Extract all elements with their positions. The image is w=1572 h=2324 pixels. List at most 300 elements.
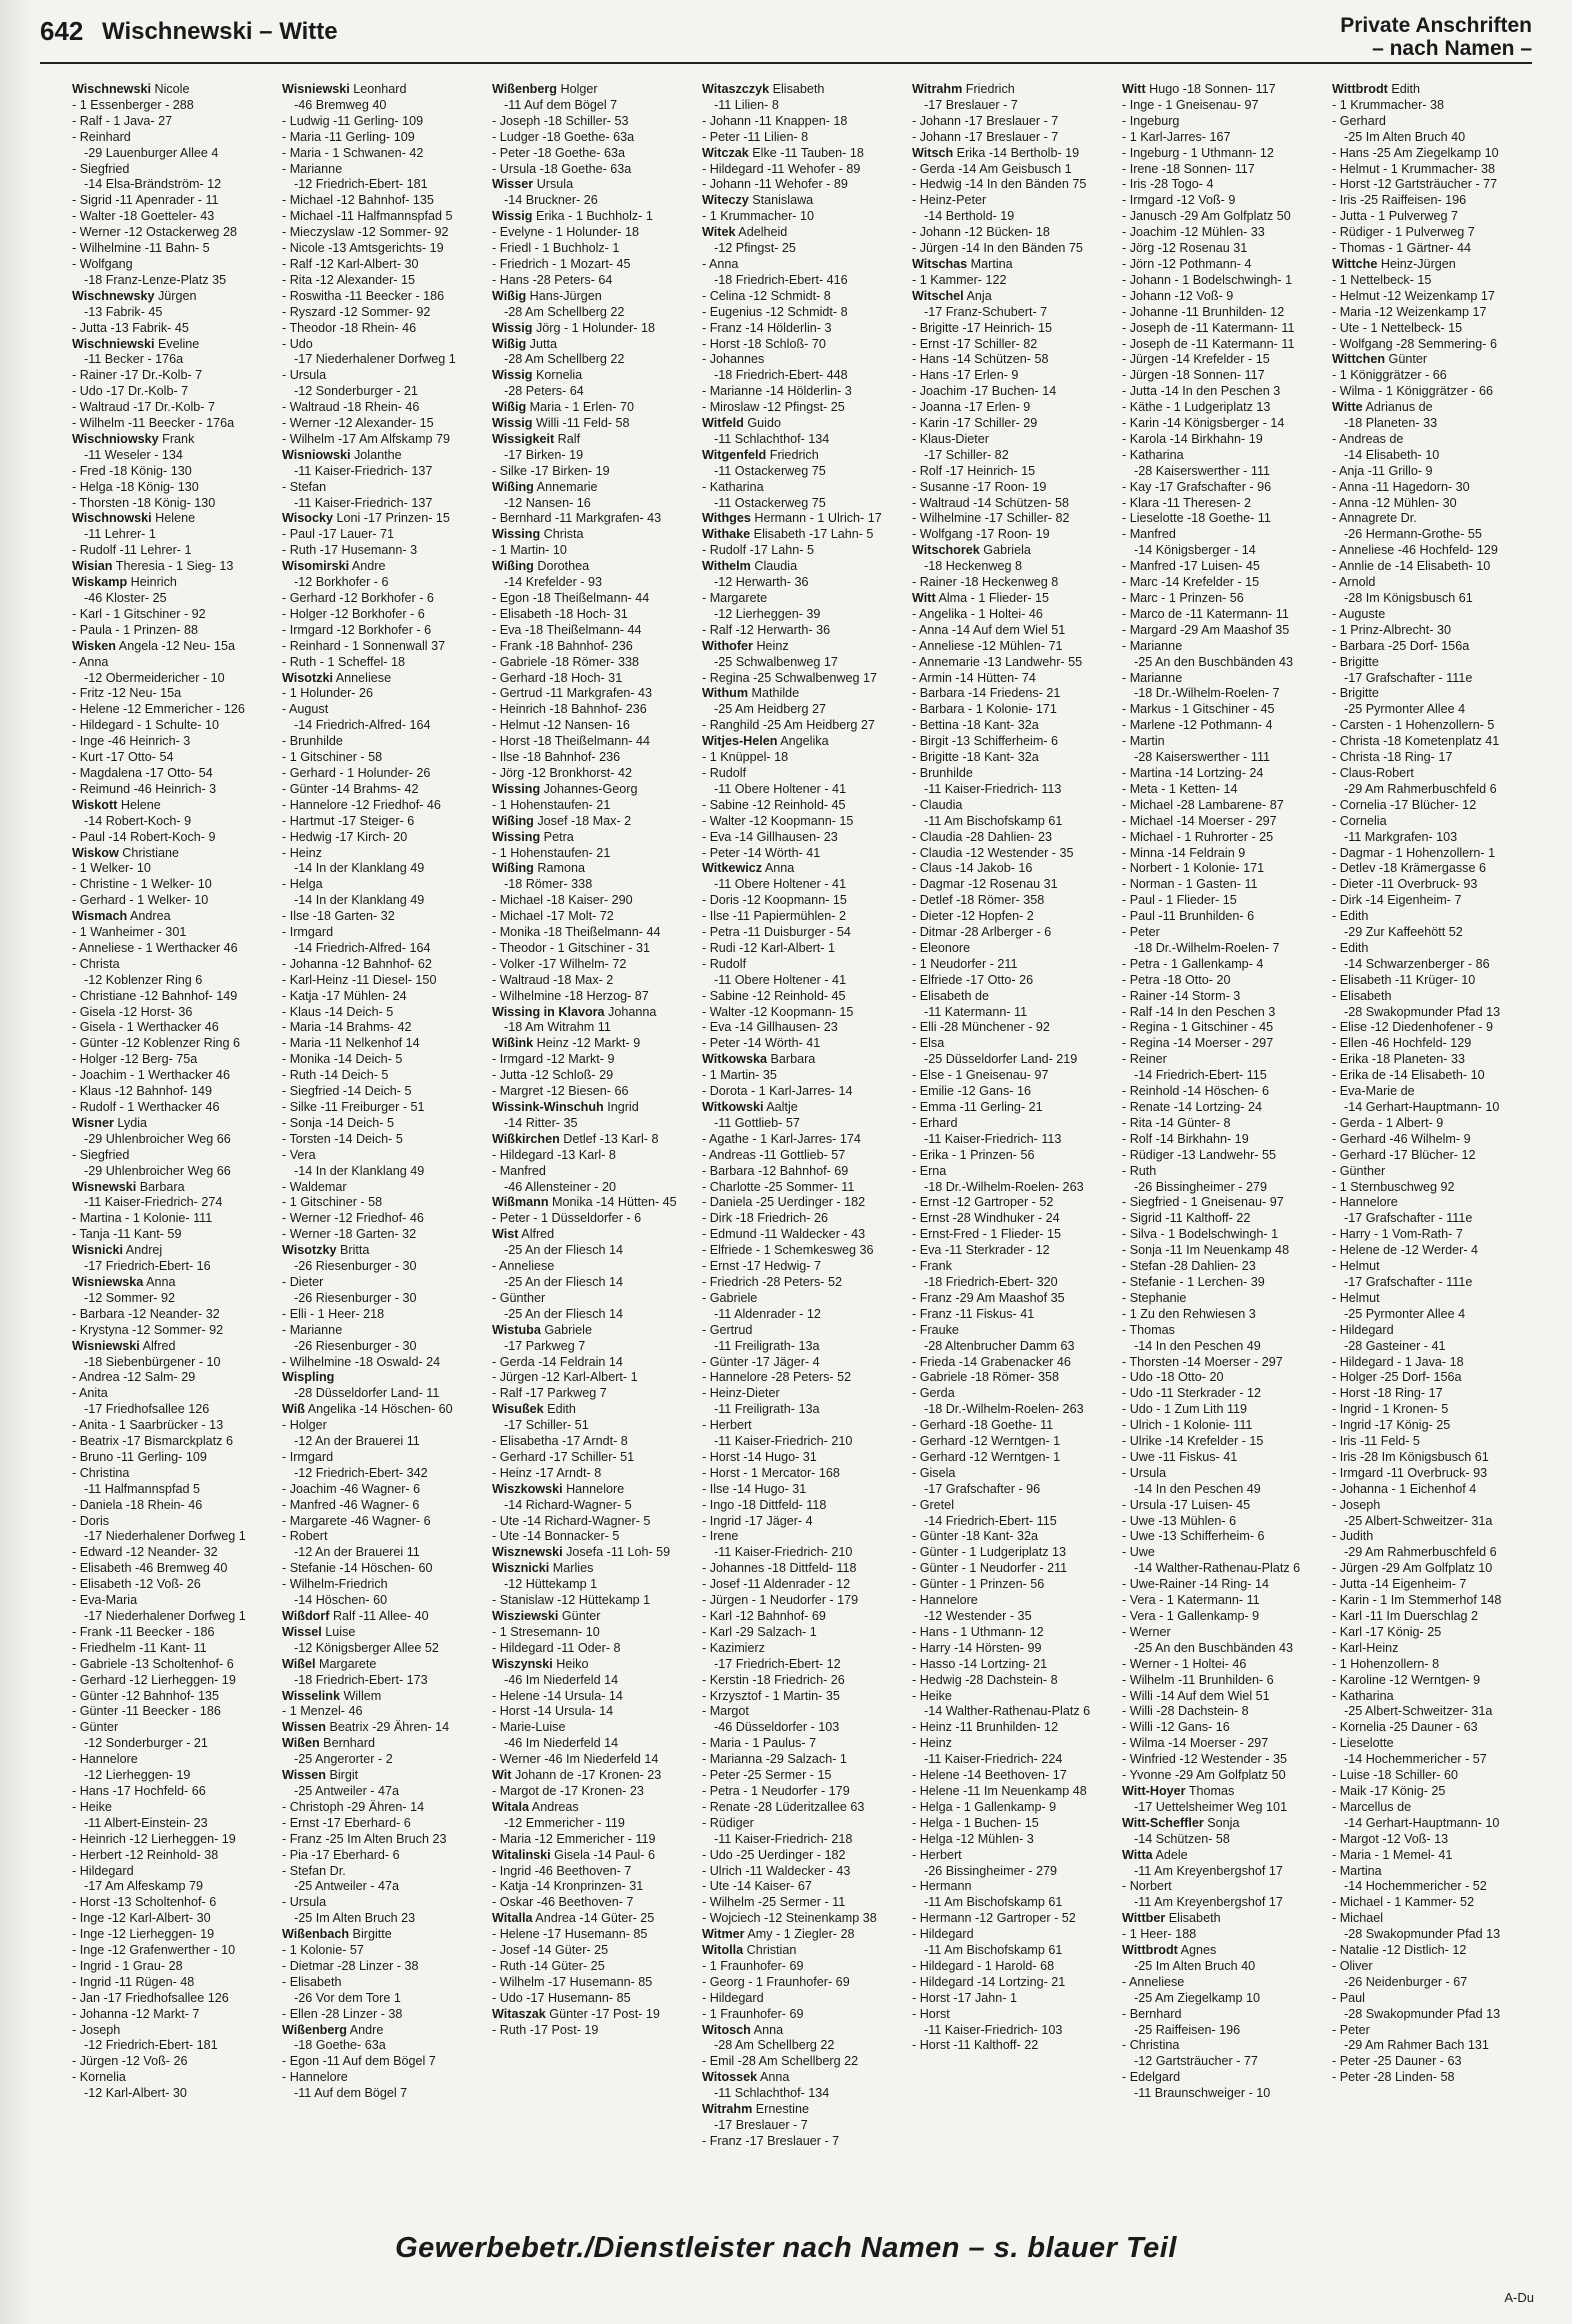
entry-line: - Udo -17 Dr.-Kolb- 7 xyxy=(72,384,189,399)
entry-line: - Stephanie xyxy=(1122,1290,1187,1305)
entry-line: -11 Auf dem Bögel 7 xyxy=(504,97,618,112)
surname-entry xyxy=(282,82,484,98)
surname-entry xyxy=(702,2070,904,2086)
entry-line: - Eva -14 Gillhausen- 23 xyxy=(702,829,838,844)
surname-entry xyxy=(912,257,1114,273)
entry-line: - Dietmar -28 Linzer - 38 xyxy=(282,1958,419,1973)
entry-line: - Sabine -12 Reinhold- 45 xyxy=(702,988,846,1003)
entry-line: - Rüdiger - 1 Pulverweg 7 xyxy=(1332,225,1475,240)
entry-line: - Waltraud -18 Max- 2 xyxy=(492,972,614,987)
surname: Witt-Hoyer xyxy=(1122,1783,1186,1798)
surname-entry xyxy=(282,448,484,464)
entry-line: -25 Antweiler - 47a xyxy=(294,1783,400,1798)
surname: Wiß xyxy=(282,1402,305,1417)
entry-line: -11 Am Kreyenbergshof 17 xyxy=(1134,1895,1283,1910)
surname-entry xyxy=(1122,1816,1324,1832)
entry-line: - Marianne -14 Hölderlin- 3 xyxy=(702,384,852,399)
entry-line: - Gerda xyxy=(912,1386,955,1401)
entry-line: - 1 Knüppel- 18 xyxy=(702,750,789,765)
given-name: Helene xyxy=(117,797,161,812)
entry-line: - Edward -12 Neander- 32 xyxy=(72,1545,218,1560)
entry-line: - Joseph xyxy=(72,2022,121,2037)
given-name: Erika - 1 Buchholz- 1 xyxy=(532,209,653,224)
given-name: Andrea -14 Güter- 25 xyxy=(532,1911,655,1926)
entry-line: - Kornelia -25 Dauner - 63 xyxy=(1332,1720,1478,1735)
entry-line: -29 Uhlenbroicher Weg 66 xyxy=(84,1163,231,1178)
entry-line: - Ruth -17 Husemann- 3 xyxy=(282,543,418,558)
entry-line: - Willi -12 Gans- 16 xyxy=(1122,1720,1230,1735)
entry-line: - Ryszard -12 Sommer- 92 xyxy=(282,304,431,319)
entry-line: -17 Friedhofsallee 126 xyxy=(84,1402,210,1417)
surname: Wißing xyxy=(492,813,534,828)
entry-line: - Bernhard xyxy=(1122,2006,1182,2021)
entry-line: - Evelyne - 1 Holunder- 18 xyxy=(492,225,639,240)
entry-line: - Meta - 1 Ketten- 14 xyxy=(1122,781,1238,796)
section-title-line2: – nach Namen – xyxy=(1372,37,1532,60)
given-name: Günter xyxy=(558,1609,601,1623)
entry-line: - Gerhard -18 Goethe- 11 xyxy=(912,1418,1054,1433)
entry-line: - Hildegard - 1 Schulte- 10 xyxy=(72,718,219,733)
surname: Wisniewski xyxy=(282,82,350,96)
surname: Wischnewski xyxy=(72,82,151,96)
entry-line: -14 Schützen- 58 xyxy=(1134,1831,1230,1846)
entry-line: - Siegfried xyxy=(72,161,130,176)
entry-line: -28 Am Schellberg 22 xyxy=(504,304,625,319)
given-name: Thomas xyxy=(1185,1783,1235,1798)
surname-entry xyxy=(282,1657,484,1673)
given-name: Angela -12 Neu- 15a xyxy=(115,638,236,653)
given-name: Heinz xyxy=(752,638,789,653)
directory-columns xyxy=(68,82,1538,2222)
entry-line: -11 Kaiser-Friedrich- 274 xyxy=(84,1195,223,1210)
entry-line: -11 Albert-Einstein- 23 xyxy=(84,1815,208,1830)
surname-entry xyxy=(282,1625,484,1641)
entry-line: - Martina - 1 Kolonie- 111 xyxy=(72,1211,213,1226)
entry-line: - 1 Hohenstaufen- 21 xyxy=(492,797,611,812)
entry-line: - Wilma -14 Moerser - 297 xyxy=(1122,1736,1269,1751)
entry-line: - Günter - 1 Neudorfer - 211 xyxy=(912,1561,1068,1576)
entry-line: - Udo - 1 Zum Lith 119 xyxy=(1122,1402,1248,1417)
entry-line: - Peter -25 Sermer - 15 xyxy=(702,1768,832,1783)
given-name: Amy - 1 Ziegler- 28 xyxy=(744,1927,855,1942)
entry-line: -29 Am Rahmerbuschfeld 6 xyxy=(1344,1545,1497,1560)
entry-line: - Erika -18 Planeten- 33 xyxy=(1332,1052,1466,1067)
entry-line: - Claus-Robert xyxy=(1332,765,1414,780)
surname: Wissen xyxy=(282,1720,326,1735)
entry-line: - Elisabeth xyxy=(282,1974,342,1989)
given-name: Ralf xyxy=(554,431,581,446)
entry-line: - Heinrich -18 Bahnhof- 236 xyxy=(492,702,647,717)
entry-line: -11 Kaiser-Friedrich- 103 xyxy=(924,2022,1063,2037)
entry-line: -12 Hüttekamp 1 xyxy=(504,1577,598,1592)
entry-line: - Klara -11 Theresen- 2 xyxy=(1122,495,1252,510)
entry-line: - Ruth -17 Post- 19 xyxy=(492,2022,599,2037)
entry-line: -11 Am Bischofskamp 61 xyxy=(924,1895,1063,1910)
surname-entry xyxy=(912,543,1114,559)
page-number: 642 xyxy=(40,16,84,46)
entry-line: - Stefanie -14 Höschen- 60 xyxy=(282,1561,433,1576)
entry-line: - Roswitha -11 Beecker - 186 xyxy=(282,288,445,303)
entry-line: - 1 Welker- 10 xyxy=(72,861,151,876)
section-title xyxy=(1340,14,1532,60)
entry-line: - Stefan xyxy=(282,479,327,494)
entry-line: - Ludwig -11 Gerling- 109 xyxy=(282,113,424,128)
entry-line: - Klaus -14 Deich- 5 xyxy=(282,1004,394,1019)
entry-line: - Anneliese -12 Mühlen- 71 xyxy=(912,638,1063,653)
entry-line: - Franz -29 Am Maashof 35 xyxy=(912,1290,1065,1305)
surname: Wißmann xyxy=(492,1195,549,1210)
entry-line: - Johanne -11 Brunhilden- 12 xyxy=(1122,304,1285,319)
entry-line: -14 Richard-Wagner- 5 xyxy=(504,1497,632,1512)
entry-line: - Cornelia -17 Blücher- 12 xyxy=(1332,797,1477,812)
entry-line: -11 Schlachthof- 134 xyxy=(714,431,830,446)
entry-line: - Katja -17 Mühlen- 24 xyxy=(282,988,407,1003)
entry-line: -14 Ritter- 35 xyxy=(504,1115,578,1130)
given-name: Angelika -14 Höschen- 60 xyxy=(304,1402,453,1417)
surname: Wissink-Winschuh xyxy=(492,1100,604,1114)
entry-line: -14 Bruckner- 26 xyxy=(504,193,598,208)
entry-line: - Auguste xyxy=(1332,606,1386,621)
entry-line: -14 Gerhart-Hauptmann- 10 xyxy=(1344,1100,1500,1114)
surname-entry xyxy=(282,671,484,687)
entry-line: - 1 Kammer- 122 xyxy=(912,272,1007,287)
entry-line: - Gerhard -12 Lierheggen- 19 xyxy=(72,1672,236,1687)
entry-line: - Paul xyxy=(1332,1990,1365,2005)
entry-line: - Horst -18 Ring- 17 xyxy=(1332,1386,1443,1401)
entry-line: - 1 Martin- 10 xyxy=(492,543,567,558)
surname: Wisnicki xyxy=(72,1243,123,1258)
entry-line: - Monika -18 Theißelmann- 44 xyxy=(492,925,661,940)
given-name: Hugo -18 Sonnen- 117 xyxy=(1145,82,1276,96)
entry-line: - Uwe-Rainer -14 Ring- 14 xyxy=(1122,1577,1269,1592)
entry-line: - Hannelore -12 Friedhof- 46 xyxy=(282,797,441,812)
entry-line: - Erika de -14 Elisabeth- 10 xyxy=(1332,1068,1485,1083)
surname: Witmer xyxy=(702,1927,745,1942)
given-name: Johanna xyxy=(604,1004,657,1019)
given-name: Lydia xyxy=(113,1115,148,1130)
entry-line: - Hannelore xyxy=(72,1752,138,1767)
entry-line: - Gerda -14 Am Geisbusch 1 xyxy=(912,161,1072,176)
surname-entry xyxy=(282,511,484,527)
entry-line: -14 Friedrich-Ebert- 115 xyxy=(1134,1068,1267,1083)
entry-line: -28 Swakopmunder Pfad 13 xyxy=(1344,1927,1501,1942)
entry-line: - Ilse -11 Papiermühlen- 2 xyxy=(702,909,846,924)
given-name: Barbara xyxy=(136,1179,185,1194)
entry-line: - Heinz xyxy=(282,845,322,860)
entry-line: - Johann -12 Voß- 9 xyxy=(1122,288,1234,303)
given-name: Martina xyxy=(967,256,1013,271)
given-name: Alfred xyxy=(139,1338,176,1353)
entry-line: - Wilhelmine -18 Herzog- 87 xyxy=(492,988,649,1003)
entry-line: -14 Friedrich-Alfred- 164 xyxy=(294,940,431,955)
entry-line: - Rita -12 Alexander- 15 xyxy=(282,272,416,287)
entry-line: - Irene xyxy=(702,1529,739,1544)
entry-line: - Rudi -12 Karl-Albert- 1 xyxy=(702,940,835,955)
entry-line: - Johanna -12 Markt- 7 xyxy=(72,2006,200,2021)
entry-line: - Sigrid -11 Apenrader - 11 xyxy=(72,193,219,208)
entry-line: - Michael -18 Kaiser- 290 xyxy=(492,893,633,908)
given-name: Heinz-Jürgen xyxy=(1377,256,1456,271)
entry-line: - Christiane -12 Bahnhof- 149 xyxy=(72,988,238,1003)
entry-line: - Marc - 1 Prinzen- 56 xyxy=(1122,591,1244,605)
given-name: Petra xyxy=(540,829,574,844)
surname: Wist xyxy=(492,1227,519,1242)
entry-line: - 1 Krummacher- 38 xyxy=(1332,97,1444,112)
entry-line: -14 Königsberger - 14 xyxy=(1134,543,1256,558)
entry-line: - Annemarie -13 Landwehr- 55 xyxy=(912,654,1083,669)
entry-line: - Dirk -14 Eigenheim- 7 xyxy=(1332,893,1462,908)
given-name: Günter xyxy=(1385,352,1428,367)
given-name: Gisela -14 Paul- 6 xyxy=(550,1847,655,1862)
entry-line: - Oliver xyxy=(1332,1958,1373,1973)
entry-line: - Ursula xyxy=(282,1895,327,1910)
given-name: Jolanthe xyxy=(350,447,402,462)
entry-line: -29 Zur Kaffeehött 52 xyxy=(1344,925,1463,940)
entry-line: -25 Am Ziegelkamp 10 xyxy=(1134,1990,1260,2005)
given-name: Heiko xyxy=(552,1656,589,1671)
entry-line: - Ulrich - 1 Kolonie- 111 xyxy=(1122,1418,1253,1433)
surname: Wißink xyxy=(492,1036,534,1051)
entry-line: -11 Becker - 176a xyxy=(84,352,184,367)
entry-line: - Ursula xyxy=(1122,1465,1167,1480)
entry-line: - Elisabetha -17 Arndt- 8 xyxy=(492,1434,628,1449)
entry-line: - Wolfgang -17 Roon- 19 xyxy=(912,527,1050,542)
entry-line: -11 Braunschweiger - 10 xyxy=(1134,2086,1271,2101)
given-name: Edith xyxy=(543,1402,576,1417)
entry-line: - Dagmar - 1 Hohenzollern- 1 xyxy=(1332,845,1496,860)
surname-entry xyxy=(492,782,694,798)
entry-line: - Karola -14 Birkhahn- 19 xyxy=(1122,431,1263,446)
entry-line: - Ilse -18 Garten- 32 xyxy=(282,909,395,924)
entry-line: - Silva - 1 Bodelschwingh- 1 xyxy=(1122,1227,1279,1242)
given-name: Angelika xyxy=(777,734,829,749)
entry-line: - Christa xyxy=(72,956,120,971)
entry-line: -13 Fabrik- 45 xyxy=(84,304,163,319)
entry-line: - Regina - 1 Gitschiner - 45 xyxy=(1122,1020,1274,1035)
surname: Witgenfeld xyxy=(702,447,767,462)
entry-line: - Franz -17 Breslauer - 7 xyxy=(702,2133,840,2148)
entry-line: - Ilse -14 Hugo- 31 xyxy=(702,1481,807,1496)
entry-line: - Ernst -12 Gartroper - 52 xyxy=(912,1195,1054,1210)
entry-line: - Gabriele -18 Römer- 358 xyxy=(912,1370,1059,1385)
entry-line: - Manfred xyxy=(492,1163,546,1178)
entry-line: - Ingrid -11 Rügen- 48 xyxy=(72,1974,195,1989)
surname-entry xyxy=(702,193,904,209)
surname-entry xyxy=(492,559,694,575)
surname-entry xyxy=(912,146,1114,162)
surname-entry xyxy=(72,337,274,353)
entry-line: - Iris -11 Feld- 5 xyxy=(1332,1434,1420,1449)
entry-line: - Vera - 1 Gallenkamp- 9 xyxy=(1122,1609,1260,1623)
surname-entry xyxy=(492,1545,694,1561)
surname-entry xyxy=(492,1323,694,1339)
surname: Wiskott xyxy=(72,797,118,812)
entry-line: - Walter -12 Koopmann- 15 xyxy=(702,1004,854,1019)
surname-entry xyxy=(72,432,274,448)
entry-line: -12 Herwarth- 36 xyxy=(714,575,809,590)
entry-line: - Helene -14 Ursula- 14 xyxy=(492,1688,623,1703)
entry-line: - Claudia -28 Dahlien- 23 xyxy=(912,829,1053,844)
entry-line: - Rita -14 Günter- 8 xyxy=(1122,1115,1231,1130)
entry-line: - Reinhard - 1 Sonnenwall 37 xyxy=(282,638,446,653)
entry-line: - Eva-Maria xyxy=(72,1593,138,1608)
surname-entry xyxy=(492,1800,694,1816)
entry-line: - Yvonne -29 Am Golfplatz 50 xyxy=(1122,1768,1286,1783)
surname-entry xyxy=(72,575,274,591)
surname: Wissen xyxy=(282,1768,326,1783)
entry-line: -46 Kloster- 25 xyxy=(84,591,167,605)
entry-line: - Andrea -12 Salm- 29 xyxy=(72,1370,196,1385)
entry-line: -12 An der Brauerei 11 xyxy=(294,1545,420,1560)
surname-entry xyxy=(492,1036,694,1052)
entry-line: - Horst - 1 Mercator- 168 xyxy=(702,1465,840,1480)
entry-line: - Krzysztof - 1 Martin- 35 xyxy=(702,1688,840,1703)
surname-entry xyxy=(492,1100,694,1116)
surname: Wischniowsky xyxy=(72,431,159,446)
entry-line: - Margret -12 Biesen- 66 xyxy=(492,1084,629,1099)
entry-line: - Ute - 1 Nettelbeck- 15 xyxy=(1332,320,1463,335)
surname-entry xyxy=(702,1943,904,1959)
entry-line: - Petra - 1 Gallenkamp- 4 xyxy=(1122,956,1264,971)
entry-line: - Kurt -17 Otto- 54 xyxy=(72,750,174,765)
surname-entry xyxy=(492,1768,694,1784)
entry-line: - Rudolf -11 Lehrer- 1 xyxy=(72,543,192,558)
entry-line: - Helmut -12 Nansen- 16 xyxy=(492,718,630,733)
entry-line: - Ellen -46 Hochfeld- 129 xyxy=(1332,1036,1472,1051)
given-name: Gabriela xyxy=(979,543,1031,558)
entry-line: - Uwe xyxy=(1122,1545,1155,1560)
entry-line: - Agathe - 1 Karl-Jarres- 174 xyxy=(702,1131,861,1146)
entry-line: -26 Bissingheimer - 279 xyxy=(924,1863,1057,1878)
entry-line: - Martina -14 Lortzing- 24 xyxy=(1122,765,1264,780)
entry-line: -12 Friedrich-Ebert- 342 xyxy=(294,1465,428,1480)
entry-line: - Manfred -17 Luisen- 45 xyxy=(1122,559,1260,574)
entry-line: -28 Peters- 64 xyxy=(504,384,584,399)
surname: Wissigkeit xyxy=(492,431,555,446)
entry-line: -25 Pyrmonter Allee 4 xyxy=(1344,702,1466,717)
entry-line: - Hildegard xyxy=(72,1863,134,1878)
surname: Wisian xyxy=(72,559,113,574)
entry-line: - Friedl - 1 Buchholz- 1 xyxy=(492,241,620,256)
entry-line: - Peter -11 Lilien- 8 xyxy=(702,129,809,144)
entry-line: - Gisela xyxy=(912,1465,956,1480)
entry-line: - Hannelore -28 Peters- 52 xyxy=(702,1370,852,1385)
surname-entry xyxy=(72,909,274,925)
entry-line: - Egon -11 Auf dem Bögel 7 xyxy=(282,2054,436,2069)
entry-line: -17 Grafschafter - 96 xyxy=(924,1481,1041,1496)
given-name: Alfred xyxy=(518,1227,555,1242)
entry-line: - Ditmar -28 Arlberger - 6 xyxy=(912,925,1052,940)
surname-entry xyxy=(1122,1784,1324,1800)
given-name: Mathilde xyxy=(748,686,800,701)
entry-line: - Marie-Luise xyxy=(492,1720,566,1735)
given-name: Beatrix -29 Ähren- 14 xyxy=(325,1720,450,1735)
entry-line: - Sabine -12 Reinhold- 45 xyxy=(702,797,846,812)
entry-line: - 1 Zu den Rehwiesen 3 xyxy=(1122,1306,1256,1321)
entry-line: - Heinrich -12 Lierheggen- 19 xyxy=(72,1831,236,1846)
entry-line: - Marco de -11 Katermann- 11 xyxy=(1122,606,1289,621)
entry-line: - Torsten -14 Deich- 5 xyxy=(282,1131,403,1146)
surname-entry xyxy=(492,830,694,846)
surname: Witt xyxy=(912,591,936,605)
entry-line: -12 Königsberger Allee 52 xyxy=(294,1640,439,1655)
entry-line: - Ingrid - 1 Kronen- 5 xyxy=(1332,1402,1449,1417)
surname: Withges xyxy=(702,511,751,526)
surname-entry xyxy=(72,82,274,98)
surname: Wissig xyxy=(492,320,533,335)
entry-line: - Gerhard - 1 Welker- 10 xyxy=(72,893,209,908)
surname-entry xyxy=(912,289,1114,305)
entry-line: - Frank -11 Beecker - 186 xyxy=(72,1624,215,1639)
entry-line: - Wilhelm -11 Brunhilden- 6 xyxy=(1122,1672,1274,1687)
surname-entry xyxy=(702,639,904,655)
surname: Withum xyxy=(702,686,749,701)
entry-line: - Gerhard -17 Schiller- 51 xyxy=(492,1449,635,1464)
entry-line: - Herbert xyxy=(702,1418,752,1433)
entry-line: - Helmut -12 Weizenkamp 17 xyxy=(1332,288,1495,303)
surname: Withake xyxy=(702,527,751,542)
surname: Wittber xyxy=(1122,1911,1166,1926)
entry-line: - 1 Fraunhofer- 69 xyxy=(702,2006,804,2021)
given-name: Gabriele xyxy=(540,1322,592,1337)
entry-line: -25 An der Fliesch 14 xyxy=(504,1274,624,1289)
given-name: Elisabeth xyxy=(769,82,825,96)
entry-line: -14 Friedrich-Ebert- 115 xyxy=(924,1513,1057,1528)
entry-line: - Anneliese - 1 Werthacker 46 xyxy=(72,940,238,955)
given-name: Anna xyxy=(143,1274,176,1289)
entry-line: - Margard -29 Am Maashof 35 xyxy=(1122,622,1290,637)
entry-line: - Dagmar -12 Rosenau 31 xyxy=(912,877,1058,892)
entry-line: - Elisabeth de xyxy=(912,988,990,1003)
entry-line: - Rolf -14 Birkhahn- 19 xyxy=(1122,1131,1249,1146)
given-name: Luise xyxy=(321,1624,356,1639)
entry-line: - Rainer -18 Heckenweg 8 xyxy=(912,575,1059,590)
entry-line: - Edith xyxy=(1332,909,1369,924)
entry-line: - Elise -12 Diedenhofener - 9 xyxy=(1332,1020,1494,1035)
entry-line: - Horst -11 Kalthoff- 22 xyxy=(912,2038,1039,2053)
entry-line: - Regina -25 Schwalbenweg 17 xyxy=(702,670,878,685)
entry-line: -11 Kaiser-Friedrich- 210 xyxy=(714,1434,853,1449)
entry-line: - Eva -11 Sterkrader - 12 xyxy=(912,1243,1050,1258)
entry-line: - Günter -11 Beecker - 186 xyxy=(72,1704,221,1719)
surname: Wisußek xyxy=(492,1402,544,1417)
surname: Wißkirchen xyxy=(492,1131,560,1146)
surname-entry xyxy=(492,209,694,225)
entry-line: - Jürgen -18 Sonnen- 117 xyxy=(1122,368,1265,383)
entry-line: - Christine - 1 Welker- 10 xyxy=(72,877,212,892)
entry-line: - Siegfried -14 Deich- 5 xyxy=(282,1084,412,1099)
entry-line: -26 Vor dem Tore 1 xyxy=(294,1990,401,2005)
entry-line: -28 Altenbrucher Damm 63 xyxy=(924,1338,1075,1353)
entry-line: -11 Am Kreyenbergshof 17 xyxy=(1134,1863,1283,1878)
given-name: Birgitte xyxy=(349,1927,392,1942)
entry-line: - 1 Karl-Jarres- 167 xyxy=(1122,129,1231,144)
entry-line: - Daniela -18 Rhein- 46 xyxy=(72,1497,203,1512)
entry-line: - Sonja -14 Deich- 5 xyxy=(282,1115,394,1130)
entry-line: -12 An der Brauerei 11 xyxy=(294,1434,420,1449)
entry-line: -11 Obere Holtener - 41 xyxy=(714,972,847,987)
given-name: Frank xyxy=(158,431,195,446)
entry-line: - Udo -18 Otto- 20 xyxy=(1122,1370,1224,1385)
given-name: Heinz -12 Markt- 9 xyxy=(533,1036,641,1051)
entry-line: -14 In den Peschen 49 xyxy=(1134,1338,1261,1353)
entry-line: -11 Kaiser-Friedrich- 218 xyxy=(714,1831,853,1846)
entry-line: - 1 Prinz-Albrecht- 30 xyxy=(1332,622,1451,637)
given-name: Edith xyxy=(1387,82,1421,96)
given-name: Ernestine xyxy=(752,2102,809,2117)
entry-line: - Hans - 1 Uthmann- 12 xyxy=(912,1624,1044,1639)
entry-line: - Gerhard -46 Wilhelm- 9 xyxy=(1332,1131,1471,1146)
